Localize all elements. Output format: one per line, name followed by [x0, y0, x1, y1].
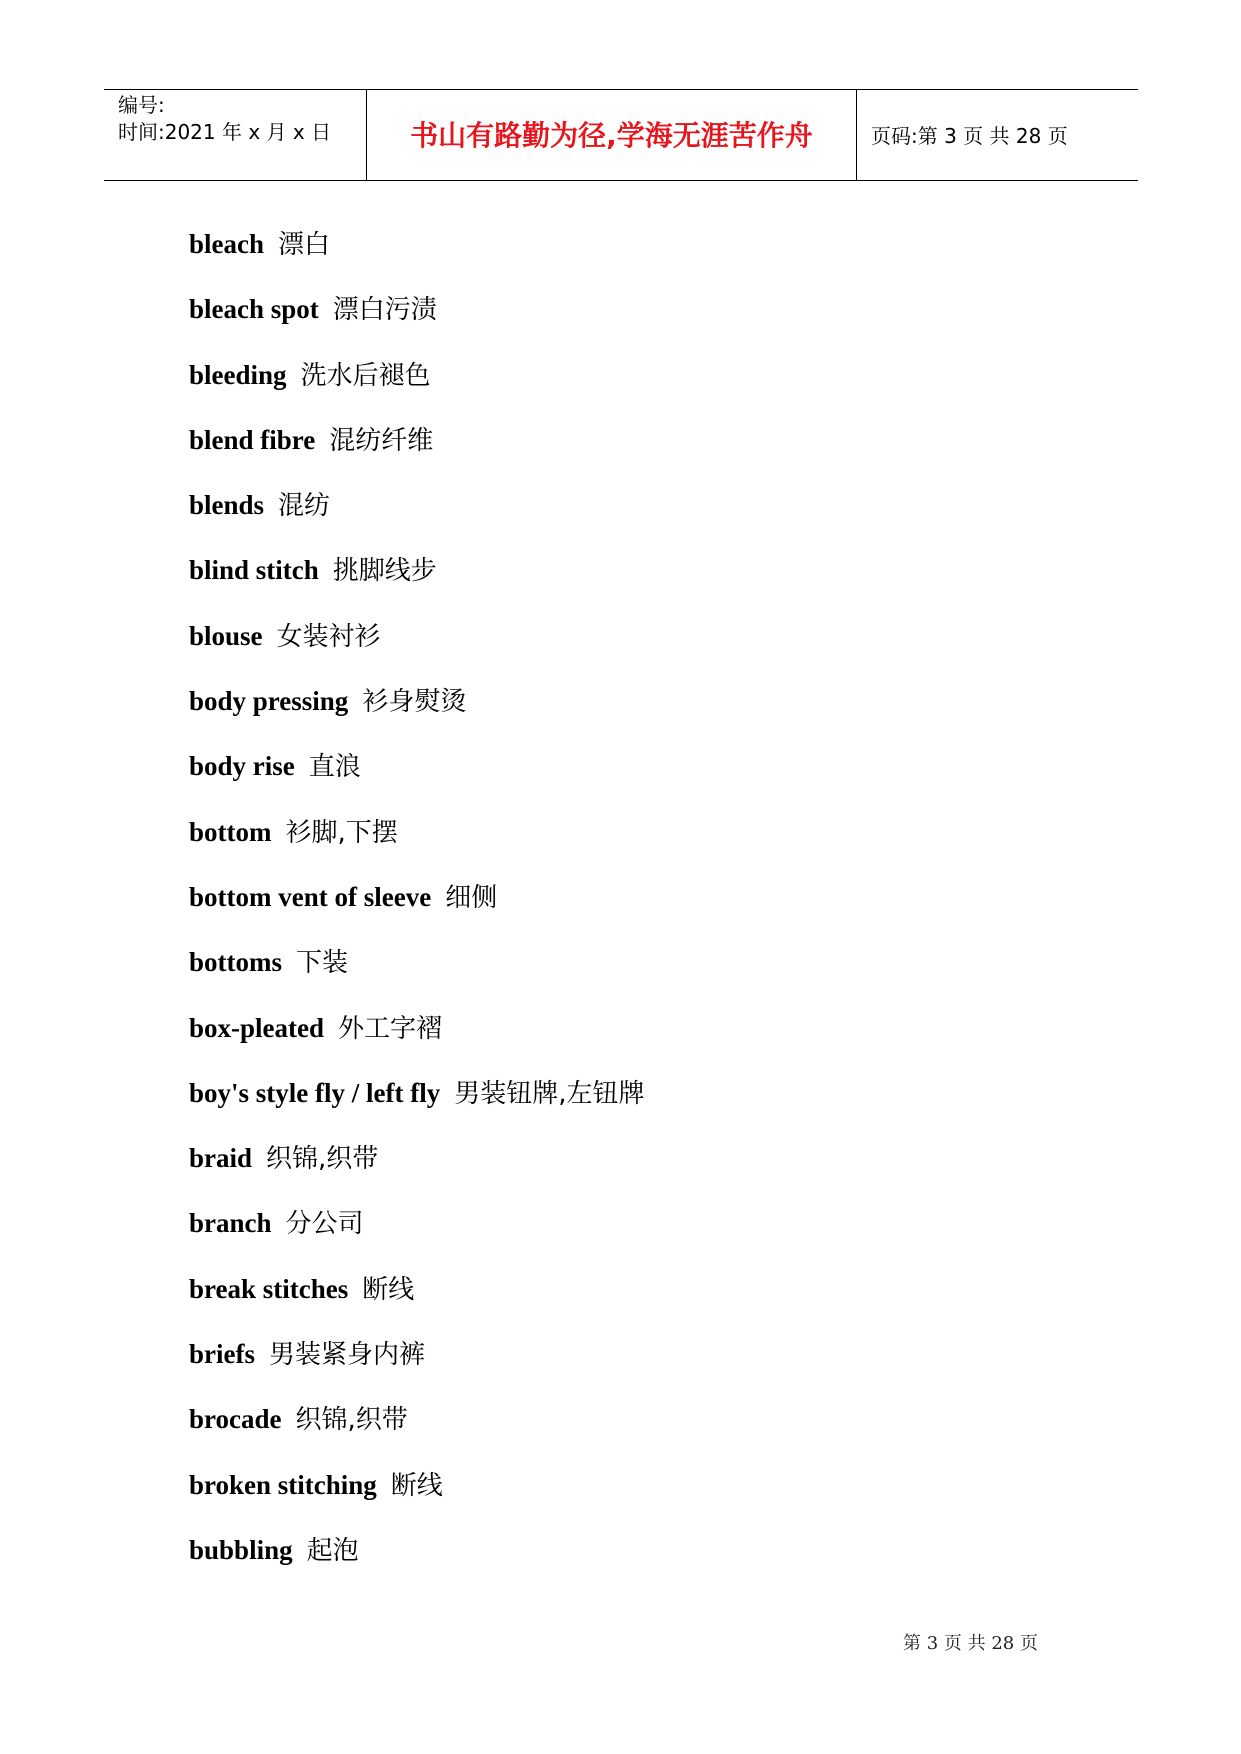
glossary-entry [189, 1465, 644, 1530]
entry-term: bubbling [189, 1534, 293, 1565]
entry-term: box-pleated [189, 1012, 324, 1043]
entry-translation: 女装衬衫 [276, 621, 381, 652]
entry-translation: 洗水后褪色 [300, 360, 431, 391]
entry-term: bottoms [189, 947, 282, 978]
glossary-entry [189, 420, 644, 485]
entry-translation: 分公司 [285, 1209, 364, 1240]
entry-term: boy's style fly / left fly [189, 1077, 441, 1108]
entry-translation: 外工字褶 [338, 1013, 443, 1044]
entry-translation: 漂白 [278, 230, 331, 260]
entry-term: body rise [189, 751, 295, 782]
footer-page-number: 第 3 页 共 28 页 [903, 1633, 1038, 1654]
entry-term: bottom vent of sleeve [189, 881, 432, 912]
entry-term: body pressing [189, 686, 349, 717]
entry-translation: 男装钮牌,左钮牌 [454, 1078, 645, 1109]
glossary-entry [189, 485, 644, 550]
document-header [104, 89, 1138, 181]
glossary-entry [189, 1008, 644, 1073]
entry-translation: 男装紧身内裤 [268, 1340, 425, 1371]
entry-term: braid [189, 1143, 253, 1174]
header-page-number: 页码:第 3 页 共 28 页 [871, 124, 1068, 148]
entry-translation: 挑脚线步 [332, 556, 437, 587]
entry-translation: 漂白污渍 [332, 295, 437, 326]
entry-translation: 断线 [390, 1470, 443, 1501]
header-meta-cell [104, 90, 367, 180]
header-motto-cell [367, 90, 857, 180]
entry-term: blouse [189, 620, 263, 651]
glossary-entry [189, 681, 644, 746]
entry-term: brocade [189, 1404, 282, 1435]
glossary-entry [189, 1334, 644, 1399]
glossary-list [189, 224, 644, 1595]
entry-term: blend fibre [189, 424, 316, 455]
glossary-entry [189, 1399, 644, 1464]
entry-term: blind stitch [189, 555, 319, 586]
entry-term: bleach [189, 229, 265, 259]
entry-translation: 细侧 [445, 882, 498, 913]
glossary-entry [189, 1073, 644, 1138]
entry-translation: 衫身熨烫 [362, 687, 467, 718]
entry-translation: 起泡 [306, 1535, 359, 1566]
entry-translation: 混纺纤维 [329, 425, 434, 456]
entry-translation: 混纺 [278, 491, 331, 522]
glossary-entry [189, 1203, 644, 1268]
glossary-entry [189, 1530, 644, 1595]
motto-text: 书山有路勤为径,学海无涯苦作舟 [410, 119, 813, 152]
glossary-entry [189, 1138, 644, 1203]
glossary-entry [189, 877, 644, 942]
entry-translation: 衫脚,下摆 [285, 817, 398, 848]
glossary-entry [189, 289, 644, 354]
entry-term: bleeding [189, 359, 287, 390]
serial-number-label: 编号: [118, 93, 165, 117]
header-page-cell [857, 90, 1138, 180]
glossary-entry [189, 550, 644, 615]
entry-translation: 织锦,织带 [295, 1405, 408, 1436]
entry-translation: 下装 [296, 948, 349, 979]
entry-term: briefs [189, 1339, 255, 1370]
entry-term: bleach spot [189, 294, 319, 325]
glossary-entry [189, 942, 644, 1007]
entry-term: broken stitching [189, 1469, 377, 1500]
entry-translation: 直浪 [308, 752, 361, 783]
glossary-entry [189, 812, 644, 877]
glossary-entry [189, 616, 644, 681]
entry-term: bottom [189, 816, 272, 847]
entry-term: break stitches [189, 1273, 349, 1304]
entry-term: blends [189, 490, 265, 521]
glossary-entry [189, 746, 644, 811]
entry-translation: 织锦,织带 [266, 1144, 379, 1175]
glossary-entry [189, 355, 644, 420]
glossary-entry [189, 1269, 644, 1334]
entry-translation: 断线 [362, 1274, 415, 1305]
glossary-entry [189, 224, 644, 289]
date-line: 时间:2021 年 x 月 x 日 [118, 120, 332, 144]
entry-term: branch [189, 1208, 272, 1239]
